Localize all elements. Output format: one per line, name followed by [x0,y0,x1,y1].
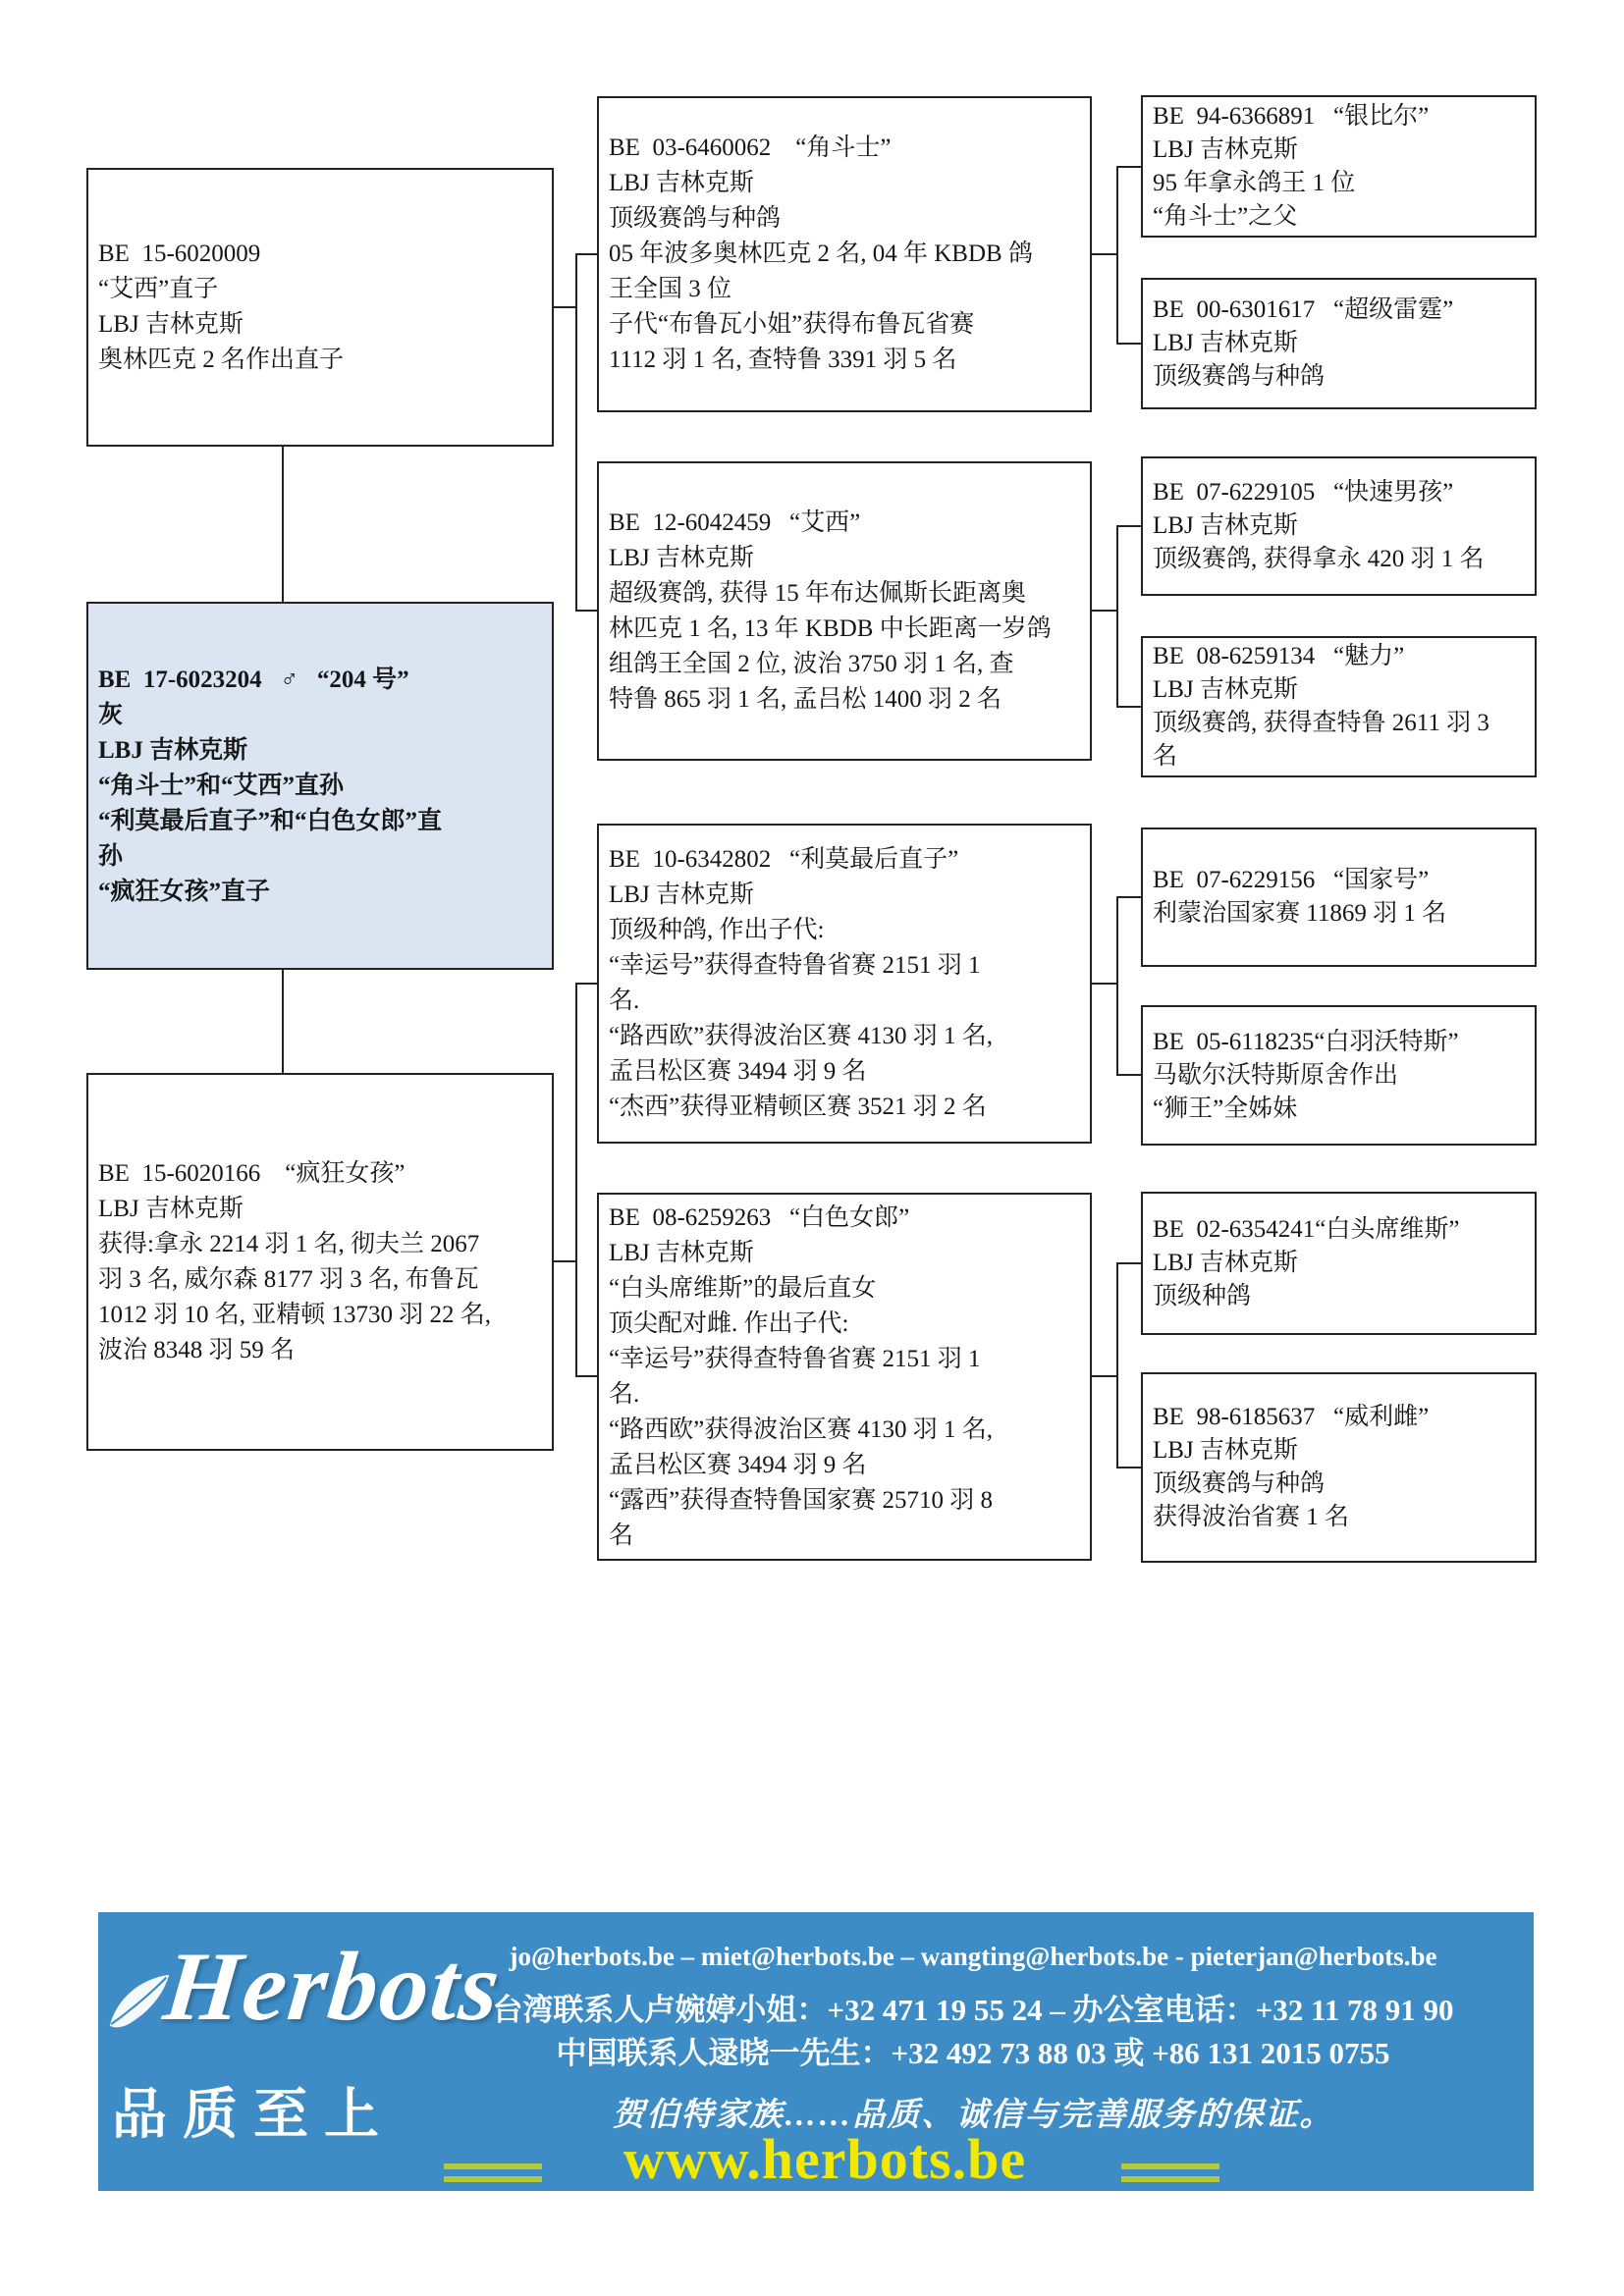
text-line: LBJ 吉林克斯 [609,881,754,908]
text-line: 顶级赛鸽, 获得拿永 420 羽 1 名 [1153,546,1485,572]
connector-line [1116,166,1118,345]
footer-website: www.herbots.be [623,2127,1027,2191]
pedigree-box-r8 [1141,1372,1537,1563]
text-line: BE 02-6354241“白头席维斯” [1153,1216,1460,1243]
text-line: LBJ 吉林克斯 [609,170,754,196]
text-line: 95 年拿永鸽王 1 位 [1153,169,1356,196]
text-line: BE 98-6185637 “威利雌” [1153,1404,1430,1430]
text-line: 获得波治省赛 1 名 [1153,1504,1350,1530]
text-line: 名. [609,988,640,1014]
text-line: LBJ 吉林克斯 [609,544,754,571]
connector-line [575,983,577,1377]
text-line: 顶级种鸽, 作出子代: [609,917,825,943]
connector-line [1116,525,1141,527]
text-line: 名. [609,1380,640,1408]
pedigree-box-m3 [597,824,1092,1144]
connector-line [1116,706,1141,708]
pedigree-box-sire [86,168,554,447]
text-line: 子代“布鲁瓦小姐”获得布鲁瓦省赛 [609,311,975,338]
decorative-bars-right [1121,2163,1219,2183]
text-line: 王全国 3 位 [609,276,732,302]
text-line: 波治 8348 羽 59 名 [98,1336,296,1363]
text-line: “利莫最后直子”和“白色女郎”直 [98,807,443,834]
connector-line [1116,896,1118,1076]
text-line: 羽 3 名, 威尔森 8177 羽 3 名, 布鲁瓦 [98,1265,479,1293]
connector-line [1092,253,1118,255]
text-line: BE 03-6460062 “角斗士” [609,134,892,161]
pedigree-box-m1 [597,96,1092,412]
pedigree-box-r6 [1141,1005,1537,1146]
text-line: 孟吕松区赛 3494 羽 9 名 [609,1058,867,1085]
connector-line [1116,1262,1141,1264]
text-line: LBJ 吉林克斯 [1153,1250,1298,1276]
text-line: “艾西”直子 [98,276,219,302]
text-line: 05 年波多奥林匹克 2 名, 04 年 KBDB 鸽 [609,240,1033,267]
pedigree-box-m2 [597,461,1092,761]
connector-line [282,970,284,1073]
text-line: 孟吕松区赛 3494 羽 9 名 [609,1451,867,1478]
text-line: BE 05-6118235“白羽沃特斯” [1153,1028,1459,1055]
footer-contact-taiwan: 台湾联系人卢婉婷小姐：+32 471 19 55 24 – 办公室电话：+32 11 78 91 90 [492,1993,1454,2027]
text-line: 名 [1153,743,1178,770]
decorative-bars-left [444,2163,542,2183]
text-line: “白头席维斯”的最后直女 [609,1274,877,1302]
text-line: “露西”获得查特鲁国家赛 25710 羽 8 [609,1486,993,1514]
text-line: 顶级赛鸽, 获得查特鲁 2611 羽 3 [1153,710,1489,736]
text-line: 马歇尔沃特斯原舍作出 [1153,1061,1399,1089]
text-line: 灰 [98,701,124,728]
connector-line [1116,1074,1141,1076]
text-line: 1012 羽 10 名, 亚精顿 13730 羽 22 名, [98,1301,492,1328]
text-line: BE 07-6229105 “快速男孩” [1153,479,1454,506]
text-line: 组鸽王全国 2 位, 波治 3750 羽 1 名, 查 [609,650,1014,677]
text-line: “角斗士”之父 [1153,202,1298,230]
text-line: 林匹克 1 名, 13 年 KBDB 中长距离一岁鸽 [609,614,1052,642]
text-line: LBJ 吉林克斯 [98,1195,244,1222]
connector-line [554,1260,577,1262]
pedigree-box-r3 [1141,456,1537,596]
connector-line [575,983,597,985]
text-line: BE 08-6259263 “白色女郎” [609,1203,910,1231]
text-line: “狮王”全姊妹 [1153,1095,1298,1122]
footer-banner [98,1912,1534,2191]
text-line: 顶级赛鸽与种鸽 [1153,1470,1326,1497]
text-line: “角斗士”和“艾西”直孙 [98,772,345,799]
connector-line [1116,343,1141,345]
text-line: BE 12-6042459 “艾西” [609,508,861,536]
text-line: 1112 羽 1 名, 查特鲁 3391 羽 5 名 [609,347,957,373]
connector-line [575,253,597,255]
brand-logo: Herbots [159,1932,507,2041]
text-line: LBJ 吉林克斯 [1153,676,1298,703]
pedigree-box-r7 [1141,1192,1537,1335]
text-line: 顶尖配对雌. 作出子代: [609,1309,849,1337]
text-line: “疯狂女孩”直子 [98,878,271,905]
footer-contact-china: 中国联系人逯晓一先生：+32 492 73 88 03 或 +86 131 2015 0755 [556,2036,1390,2070]
connector-line [1116,896,1141,898]
text-line: BE 94-6366891 “银比尔” [1153,102,1430,130]
text-line: LBJ 吉林克斯 [1153,330,1298,356]
pedigree-box-m4 [597,1193,1092,1561]
connector-line [1116,1262,1118,1468]
connector-line [1092,983,1118,985]
text-line: 顶级赛鸽与种鸽 [1153,363,1326,390]
text-line: LBJ 吉林克斯 [1153,135,1298,163]
connector-line [575,253,577,612]
footer-text-block [412,1912,1534,2191]
text-line: 名 [609,1522,634,1549]
text-line: 利蒙治国家赛 11869 羽 1 名 [1153,900,1447,927]
text-line: BE 07-6229156 “国家号” [1153,867,1430,893]
text-line: 特鲁 865 羽 1 名, 孟吕松 1400 羽 2 名 [609,685,1002,713]
connector-line [1116,1467,1141,1468]
text-line: 超级赛鸽, 获得 15 年布达佩斯长距离奥 [609,579,1027,607]
connector-line [1092,1375,1118,1377]
connector-line [1116,166,1141,168]
text-line: BE 00-6301617 “超级雷霆” [1153,296,1454,323]
text-line: 奥林匹克 2 名作出直子 [98,347,345,373]
text-line: LBJ 吉林克斯 [1153,512,1298,539]
pedigree-box-r2 [1141,278,1537,409]
text-line: LBJ 吉林克斯 [98,736,248,764]
text-line: “幸运号”获得查特鲁省赛 2151 羽 1 [609,1345,981,1372]
text-line: “幸运号”获得查特鲁省赛 2151 羽 1 [609,952,981,979]
text-line: 获得:拿永 2214 羽 1 名, 彻夫兰 2067 [98,1230,480,1257]
text-line: 顶级赛鸽与种鸽 [609,205,782,232]
text-line: 孙 [98,842,124,870]
text-line: “杰西”获得亚精顿区赛 3521 羽 2 名 [609,1094,987,1120]
text-line: BE 15-6020009 [98,240,261,267]
connector-line [554,306,577,308]
connector-line [575,1375,597,1377]
text-line: 顶级种鸽 [1153,1283,1252,1309]
pedigree-box-r1 [1141,95,1537,238]
pedigree-box-r5 [1141,828,1537,967]
connector-line [575,610,597,612]
text-line: “路西欧”获得波治区赛 4130 羽 1 名, [609,1415,993,1443]
connector-line [1116,525,1118,708]
footer-tagline: 贺伯特家族……品质、诚信与完善服务的保证。 [612,2098,1334,2133]
text-line: BE 15-6020166 “疯狂女孩” [98,1159,406,1187]
connector-line [282,447,284,602]
text-line: BE 08-6259134 “魅力” [1153,643,1405,669]
connector-line [1092,610,1118,612]
pedigree-box-dam [86,1073,554,1451]
brand-slogan: 品质至上 [112,2085,395,2146]
text-line: BE 17-6023204 ♂ “204 号” [98,666,409,693]
text-line: “路西欧”获得波治区赛 4130 羽 1 名, [609,1023,993,1049]
pedigree-box-subject [86,602,554,970]
text-line: BE 10-6342802 “利莫最后直子” [609,846,959,873]
footer-emails: jo@herbots.be – miet@herbots.be – wangting@herbots.be - pieterjan@herbots.be [509,1942,1437,1971]
text-line: LBJ 吉林克斯 [98,311,244,338]
text-line: LBJ 吉林克斯 [609,1239,754,1266]
pedigree-box-r4 [1141,636,1537,777]
text-line: LBJ 吉林克斯 [1153,1437,1298,1464]
